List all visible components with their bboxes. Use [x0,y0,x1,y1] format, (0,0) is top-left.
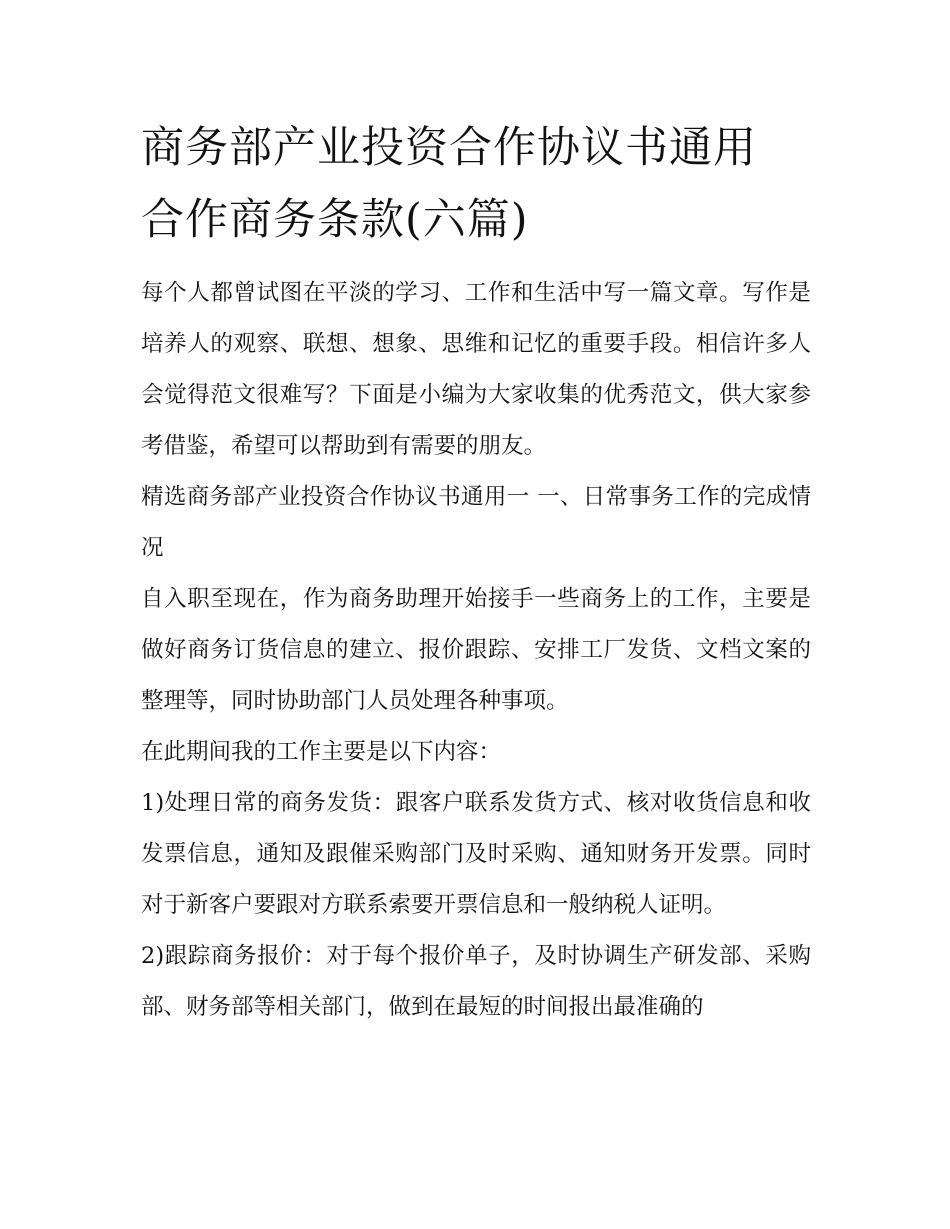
paragraph-duties: 自入职至现在，作为商务助理开始接手一些商务上的工作，主要是做好商务订货信息的建立、报价跟踪、安排工厂发货、文档文案的整理等，同时协助部门人员处理各种事项。 [141,586,811,714]
paragraph-work-content: 在此期间我的工作主要是以下内容： [141,739,502,765]
paragraph-item-1: 1)处理日常的商务发货：跟客户联系发货方式、核对收货信息和收发票信息，通知及跟催采购部门及时采购、通知财务开发票。同时对于新客户要跟对方联系索要开票信息和一般纳税人证明。 [141,790,811,918]
paragraph-intro: 每个人都曾试图在平淡的学习、工作和生活中写一篇文章。写作是培养人的观察、联想、想象、思维和记忆的重要手段。相信许多人会觉得范文很难写？下面是小编为大家收集的优秀范文，供大家参考借鉴，希望可以帮助到有需要的朋友。 [141,280,811,459]
document-body [141,112,811,1033]
paragraph-item-2: 2)跟踪商务报价：对于每个报价单子，及时协调生产研发部、采购部、财务部等相关部门，做到在最短的时间报出最准确的 [141,943,811,1020]
document-title: 商务部产业投资合作协议书通用 合作商务条款(六篇) [141,123,757,245]
paragraph-section-heading: 精选商务部产业投资合作协议书通用一 一、日常事务工作的完成情况 [141,484,811,561]
